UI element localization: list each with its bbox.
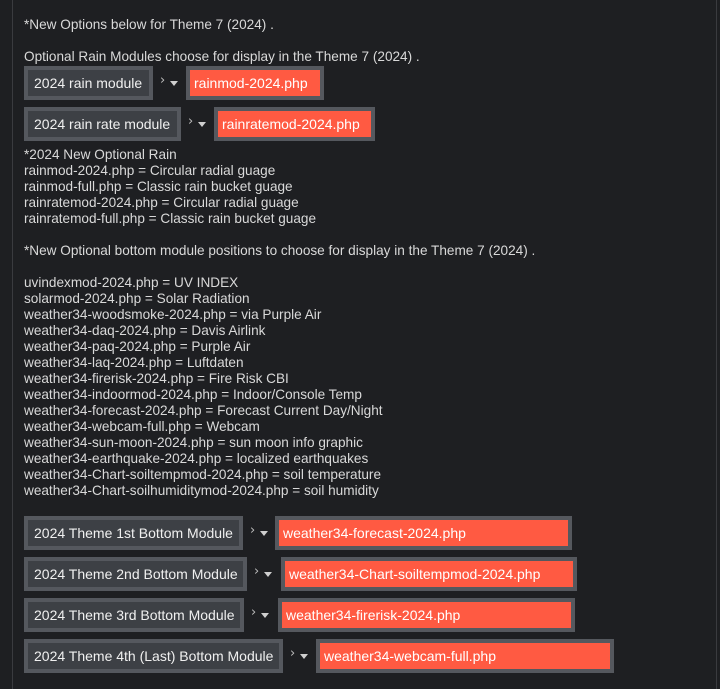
bottom-module-4-select[interactable]	[316, 639, 614, 673]
bottom-note: weather34-woodsmoke-2024.php = via Purple Air	[24, 307, 322, 322]
bottom-note: weather34-forecast-2024.php = Forecast Current Day/Night	[24, 403, 383, 418]
rain-note: *2024 New Optional Rain	[24, 147, 177, 162]
intro-text: *New Options below for Theme 7 (2024) .	[24, 17, 274, 32]
bottom-note: weather34-paq-2024.php = Purple Air	[24, 339, 251, 354]
chevron-down-icon[interactable]: ›	[160, 66, 184, 100]
bottom-module-1-select[interactable]	[275, 516, 572, 550]
bottom-note: weather34-firerisk-2024.php = Fire Risk CBI	[24, 371, 289, 386]
rain-note: rainratemod-full.php = Classic rain bucket guage	[24, 211, 317, 226]
bottom-module-4-value: weather34-webcam-full.php	[320, 643, 610, 669]
bottom-note: weather34-indoormod-2024.php = Indoor/Console Temp	[24, 387, 362, 402]
chevron-down-icon[interactable]: ›	[251, 598, 275, 632]
chevron-down-icon[interactable]: ›	[254, 557, 278, 591]
bottom-note: weather34-earthquake-2024.php = localized earthquakes	[24, 451, 369, 466]
rain-module-label: 2024 rain module	[24, 66, 153, 100]
bottom-module-2-label: 2024 Theme 2nd Bottom Module	[24, 557, 247, 591]
rain-module-value: rainmod-2024.php	[190, 70, 320, 96]
chevron-down-icon[interactable]: ›	[250, 516, 274, 550]
rain-module-select[interactable]	[186, 66, 324, 100]
bottom-module-3-select[interactable]	[278, 598, 575, 632]
bottom-note: uvindexmod-2024.php = UV INDEX	[24, 275, 239, 290]
rain-heading: Optional Rain Modules choose for display in the Theme 7 (2024) .	[24, 49, 420, 64]
bottom-module-3-value: weather34-firerisk-2024.php	[282, 602, 571, 628]
rain-rate-module-label: 2024 rain rate module	[24, 107, 181, 141]
bottom-note: weather34-webcam-full.php = Webcam	[24, 419, 260, 434]
rain-note: rainmod-full.php = Classic rain bucket guage	[24, 179, 293, 194]
rain-note: rainmod-2024.php = Circular radial guage	[24, 163, 276, 178]
bottom-module-2-select[interactable]	[281, 557, 577, 591]
bottom-module-4-label: 2024 Theme 4th (Last) Bottom Module	[24, 639, 283, 673]
bottom-note: weather34-sun-moon-2024.php = sun moon info graphic	[24, 435, 363, 450]
bottom-module-1-value: weather34-forecast-2024.php	[279, 520, 568, 546]
bottom-note: weather34-Chart-soiltempmod-2024.php = soil temperature	[24, 467, 382, 482]
bottom-note: weather34-laq-2024.php = Luftdaten	[24, 355, 244, 370]
bottom-module-1-label: 2024 Theme 1st Bottom Module	[24, 516, 243, 550]
rain-note: rainratemod-2024.php = Circular radial guage	[24, 195, 299, 210]
chevron-down-icon[interactable]: ›	[188, 107, 212, 141]
right-divider	[716, 0, 717, 689]
bottom-note: weather34-daq-2024.php = Davis Airlink	[24, 323, 266, 338]
bottom-note: solarmod-2024.php = Solar Radiation	[24, 291, 250, 306]
chevron-down-icon[interactable]: ›	[290, 639, 314, 673]
bottom-heading: *New Optional bottom module positions to choose for display in the Theme 7 (2024) .	[24, 243, 536, 258]
rain-rate-module-select[interactable]	[214, 107, 375, 141]
left-divider	[12, 0, 13, 689]
rain-rate-module-value: rainratemod-2024.php	[218, 111, 371, 137]
bottom-note: weather34-Chart-soilhumiditymod-2024.php = soil humidity	[24, 483, 379, 498]
bottom-module-3-label: 2024 Theme 3rd Bottom Module	[24, 598, 244, 632]
bottom-module-2-value: weather34-Chart-soiltempmod-2024.php	[285, 561, 573, 587]
